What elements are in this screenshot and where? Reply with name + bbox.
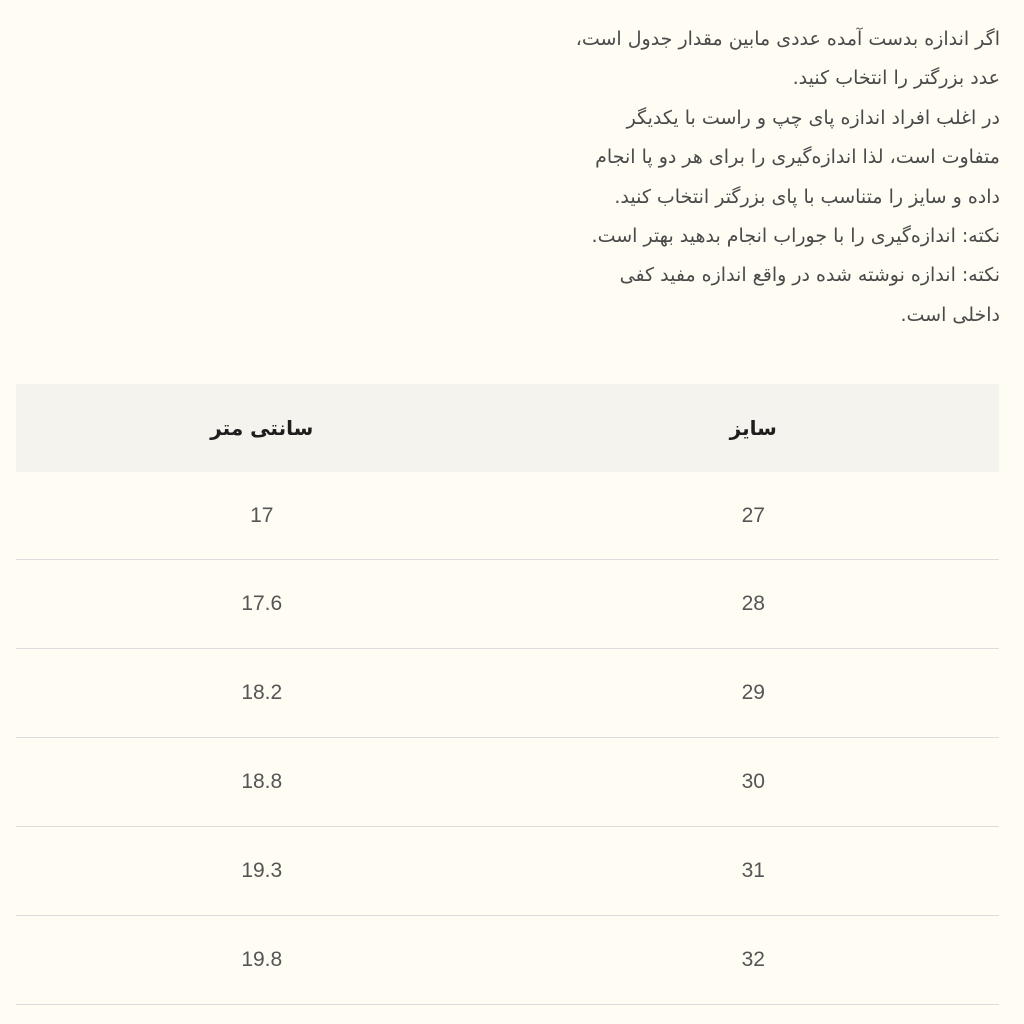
cell-size: 31 [508, 827, 1000, 916]
cell-centimeter: 19.8 [16, 916, 508, 1005]
cell-size: 30 [508, 738, 1000, 827]
cell-size: 29 [508, 649, 1000, 738]
instruction-line: عدد بزرگتر را انتخاب کنید. [792, 67, 1000, 90]
cell-centimeter: 17.6 [16, 560, 508, 649]
instruction-line: متفاوت است، لذا اندازه‌گیری را برای هر دو پا انجام [595, 146, 1000, 169]
cell-centimeter: 17 [16, 472, 508, 560]
cell-centimeter: 18.2 [16, 649, 508, 738]
cell-centimeter: 19.3 [16, 827, 508, 916]
size-chart-table [16, 384, 999, 1005]
table-header-row [16, 384, 999, 472]
instruction-line: داده و سایز را متناسب با پای بزرگتر انتخاب کنید. [614, 185, 1000, 208]
note-line: نکته: اندازه نوشته شده در واقع اندازه مفید کفی [619, 264, 1000, 287]
table-row [16, 649, 999, 738]
note-line: داخلی است. [900, 303, 1000, 326]
cell-size: 27 [508, 472, 1000, 560]
cell-size: 32 [508, 916, 1000, 1005]
note-line: نکته: اندازه‌گیری را با جوراب انجام بدهید بهتر است. [591, 225, 1000, 248]
cell-size: 28 [508, 560, 1000, 649]
table-row [16, 560, 999, 649]
instruction-line: در اغلب افراد اندازه پای چپ و راست با یکدیگر [626, 106, 1000, 129]
cell-centimeter: 18.8 [16, 738, 508, 827]
header-size: سایز [508, 384, 1000, 472]
instruction-line: اگر اندازه بدست آمده عددی مابین مقدار جدول است، [575, 28, 1000, 50]
table-row [16, 916, 999, 1005]
table-row [16, 827, 999, 916]
table-row [16, 472, 999, 560]
table-row [16, 738, 999, 827]
size-guide-instructions [570, 20, 1000, 335]
header-centimeter: سانتی متر [16, 384, 508, 472]
